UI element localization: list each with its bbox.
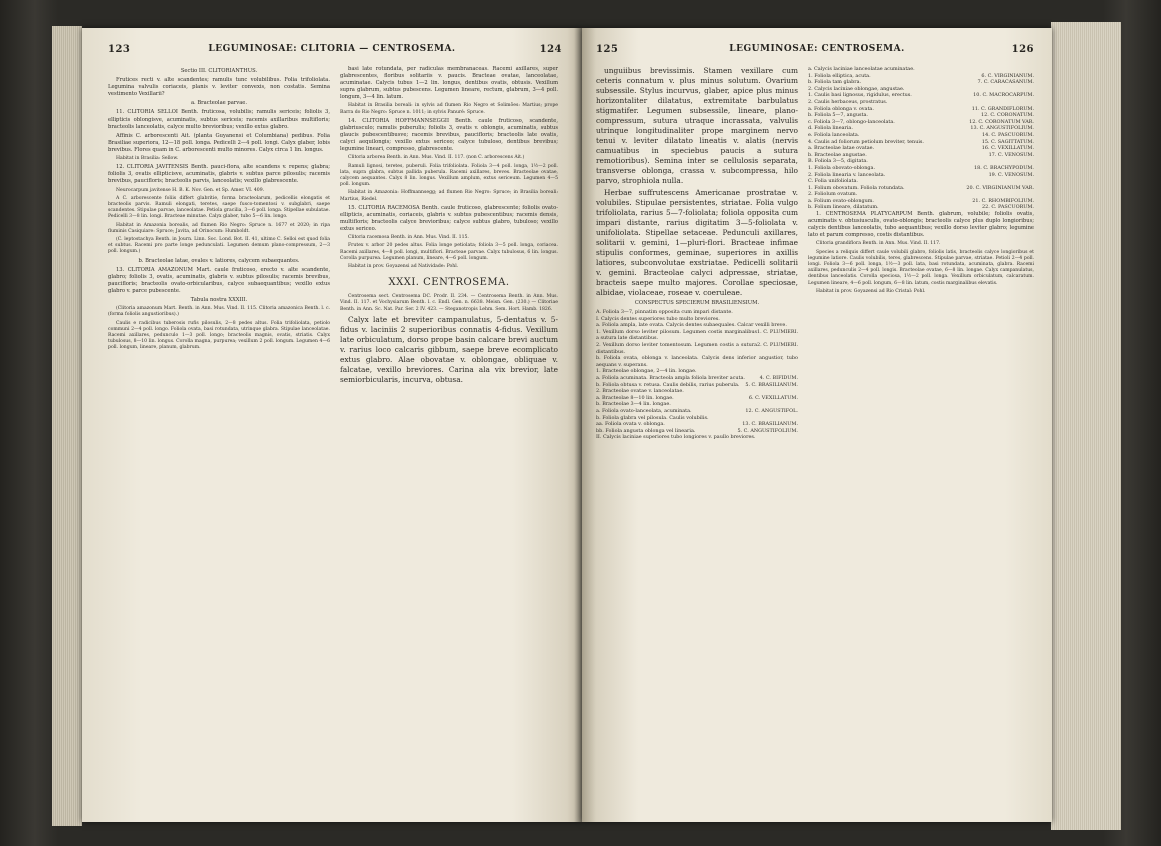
right-page-column-1 bbox=[596, 66, 798, 441]
key-row bbox=[596, 408, 798, 415]
text-paragraph: Frutices recti v. alte scandentes; ramulis tunc volubilibus. Folia trifoliolata. Legumina valvulis coriaceis, planis v. leviter convexis, non costatis. Semina vestimento Vexillarii? bbox=[108, 77, 330, 98]
key-species: 22. C. PASCUORUM. bbox=[982, 204, 1034, 211]
key-species: 1. C. PLUMIERI. bbox=[757, 328, 798, 335]
right-page bbox=[582, 28, 1052, 822]
key-row bbox=[808, 178, 1034, 185]
left-page-edges bbox=[52, 26, 82, 826]
text-paragraph: Habitat in prov. Goyazensi ad Rio Cristal: Pohl. bbox=[816, 288, 926, 294]
text-paragraph: 14. CLITORIA HOFFMANNSEGGII Benth. caule fruticoso, scandente, glabriusculo; ramulis puberulis; foliolis 3, ovatis v. oblongis, acuminatis, subtus glaucis pubescentibusve; racemis brevibus, paucifloris; bracteolis late ovatis, calyci aequilongis; vexillo extus sericeo; calyce tubuloso, dentibus brevibus; legumine lineari, compresso, glabrescente. bbox=[340, 117, 558, 153]
text-paragraph: Clitoria arborea Benth. in Ann. Mus. Vind. II. 117. (non C. arborescens Ait.) bbox=[348, 155, 525, 161]
left-page-column-2 bbox=[340, 66, 558, 387]
key-row bbox=[596, 428, 798, 435]
text-paragraph: Frutex v. arbor 20 pedes altus. Folia longe petiolata; foliola 3—5 poll. longa, coriacea. Racemi axillares, 4—8 poll. longi, multiflori. Bracteae parvae. Calyx tubulosus, 6 lin. longus. Corolla purpurea. Legumen planum, lineare, 4—6 poll. longum. bbox=[340, 243, 558, 261]
page-number-124: 124 bbox=[539, 44, 562, 55]
genus-heading: XXXI. CENTROSEMA. bbox=[388, 277, 510, 289]
species-key bbox=[808, 66, 1034, 211]
key-row bbox=[596, 329, 798, 342]
key-row bbox=[808, 139, 1034, 146]
key-row bbox=[596, 368, 798, 375]
key-label: b. Foliola obtusa v. retusa. Caulis debilis, rarius puberula. bbox=[596, 381, 740, 388]
left-page bbox=[82, 28, 582, 822]
key-label: 4. Caulis ad foliorum petiolum breviter, tenuis. bbox=[808, 138, 924, 145]
right-page-header bbox=[582, 42, 1052, 62]
text-paragraph: (Clitoria amazonum Mart. Benth. in Ann. Mus. Vind. II. 115. Clitoria amazonica Benth. l. c. (forma foliolis angustioribus).) bbox=[108, 306, 330, 318]
key-label: 1. Foliola obovato-oblonga. bbox=[808, 164, 875, 171]
right-page-column-2 bbox=[808, 66, 1034, 297]
key-row bbox=[808, 79, 1034, 86]
key-species: 21. C. RHOMBIFOLIUM. bbox=[972, 197, 1034, 204]
text-paragraph: Calyx late et breviter campanulatus, 5-dentatus v. 5-fidus v. laciniis 2 superioribus connatis 4-fidus. Vexillum late orbiculatum, dorso prope basin calcare brevi auctum v. rarius loco calcaris gibbum, saepe breve ecomplicato extus glabro. Alae obovatae v. oblongae, obliquae v. falcatae, vexillo breviores. Carina ala vix brevior, late semiorbicularis, incurva, obtusa. bbox=[340, 314, 558, 384]
key-row bbox=[596, 388, 798, 395]
key-row bbox=[596, 434, 798, 441]
key-species: 13. C. BRASILIANUM. bbox=[742, 421, 798, 428]
text-paragraph: Neurocarpum javitense H. B. K. Nov. Gen. et Sp. Amer. VI. 409. bbox=[116, 187, 265, 193]
key-label: d. Foliola linearia. bbox=[808, 125, 853, 132]
key-species: 12. C. CORONATUM. bbox=[981, 112, 1034, 119]
key-label: b. Bracteolae 3—4 lin. longae. bbox=[596, 401, 671, 408]
text-paragraph: Habitat in prov. Goyazensi ad Natividade: Pohl. bbox=[348, 263, 459, 269]
key-row bbox=[808, 112, 1034, 119]
key-row bbox=[808, 99, 1034, 106]
key-species: 19. C. VENOSUM. bbox=[988, 171, 1034, 178]
key-label: bb. Foliola angusta oblonga vel linearia. bbox=[596, 427, 696, 434]
key-label: aa. Foliola ovata v. oblonga. bbox=[596, 421, 665, 428]
key-label: 2. Calycis laciniae oblongae, angustae. bbox=[808, 85, 905, 92]
text-paragraph: 13. CLITORIA AMAZONUM Mart. caule fruticoso, erecto v. alte scandente, glabro; foliolis 3, ovatis, acuminatis, glabris v. subtus pilosulis; racemis brevibus, paucifloris; bracteolis ovato-orbicularibus, calyce subaequantibus; vexillo extus glabro v. parce pubescente. bbox=[108, 266, 330, 294]
key-species: 6. C. VIRGINIANUM. bbox=[981, 72, 1034, 79]
key-row bbox=[596, 382, 798, 389]
text-paragraph: Species a reliquis differt caule volubili glabro, foliolis latis, bracteolis calyce longioribus et legumine latiore. Caulis volubilis, teres, glabrescens. Stipulae parvae, striatae. Petioli 2—4 poll. longi. Foliola 3—6 poll. longa, 1½—3 poll. lata, basi rotundata, acuminata, glabra. Racemi axillares, pedunculis 2—4 poll. longis. Bracteolae ovatae, 6—8 lin. longae. Calyx campanulatus, dentibus lanceolatis. Corolla speciosa, 1½—2 poll. longa. Vexillum orbiculatum, calcaratum. Legumen lineare, 4—6 poll. longum, 6—8 lin. latum, costis marginalibus elevatis. bbox=[808, 249, 1034, 286]
key-species: 6. C. VEXILLATUM. bbox=[748, 394, 798, 401]
text-paragraph: (C. leptostachya Benth. in Journ. Linn. Soc. Lond. Bot. II. 41, ultimo C. Selloi est quod folia et subtus. Racemi pro parte longe pedunculati. Legumen demum plano-compressum, 2—3 poll. longum.) bbox=[108, 236, 330, 255]
key-row bbox=[808, 66, 1034, 73]
text-paragraph: 11. CLITORIA SELLOI Benth. fruticosa, volubilis; ramulis sericeis; foliolis 3, ellipticis oblongisve, acuminatis, subtus sericeis; racemis axillaribus multifloris; bracteolis lanceolatis, calyce multo brevioribus; vexillo extus glabro. bbox=[108, 109, 330, 130]
key-label: 1. Folium obovatum. Foliola rotundata. bbox=[808, 184, 905, 191]
section-caption: CONSPECTUS SPECIERUM BRASILIENSIUM. bbox=[634, 300, 760, 306]
key-label: B. Foliola 3—5, digitata. bbox=[808, 158, 868, 165]
key-species: 20. C. VIRGINIANUM VAR. bbox=[966, 184, 1034, 191]
key-row bbox=[596, 322, 798, 329]
key-species: 13. C. ANGUSTIFOLIUM. bbox=[970, 125, 1034, 132]
key-row bbox=[596, 375, 798, 382]
key-label: a. Calycis laciniae lanceolatae acuminatae. bbox=[808, 66, 915, 72]
key-species: 7. C. CARACASANUM. bbox=[977, 79, 1034, 86]
key-species: 18. C. BRACHYPODUM. bbox=[974, 164, 1034, 171]
text-paragraph: Habitat in Brasilia: Sellow. bbox=[116, 156, 179, 162]
text-paragraph: basi late rotundata, per radiculas membranaceas. Racemi axillares, super glabrescentes, floribus solitariis v. paucis. Bracteae ovatae, lanceolatae, acuminatae. Calycis tubus 1—2 lin. longus, dentibus ovatis, obtusis. Vexillum supra glabrum, subtus pubescens. Legumen lineare, rectum, glabrum, 3—4 poll. longum, 3—4 lin. latum. bbox=[340, 66, 558, 101]
key-row bbox=[808, 152, 1034, 159]
key-label: A. Foliola 3—7, pinnatim opposita cum impari distante. bbox=[596, 309, 733, 316]
key-label: 2. Caulis herbaceus, prostratus. bbox=[808, 98, 888, 105]
key-label: a. Folium ovato-oblongum. bbox=[808, 197, 874, 204]
key-row bbox=[596, 316, 798, 323]
running-title-right: LEGUMINOSAE: CENTROSEMA. bbox=[729, 44, 905, 54]
key-row bbox=[596, 395, 798, 402]
key-species: 16. C. VEXILLATUM. bbox=[981, 145, 1034, 152]
key-row bbox=[808, 145, 1034, 152]
key-species: 15. C. SAGITTATUM. bbox=[981, 138, 1034, 145]
key-row bbox=[808, 204, 1034, 211]
key-label: a. Bracteolae latae ovatae. bbox=[808, 145, 875, 152]
key-label: C. Folia unifoliolata. bbox=[808, 178, 858, 185]
key-label: II. Calycis laciniae superiores tubo longiores v. paullo breviores. bbox=[596, 434, 756, 441]
page-number-123: 123 bbox=[108, 44, 131, 55]
species-key bbox=[596, 309, 798, 441]
key-label: b. Foliola 5—7, angusta. bbox=[808, 112, 868, 119]
key-label: b. Foliola glabra vel pilosula. Caulis volubilis. bbox=[596, 414, 709, 421]
right-page-edges bbox=[1051, 22, 1121, 830]
page-number-125: 125 bbox=[596, 44, 619, 55]
key-row bbox=[808, 158, 1034, 165]
section-caption: a. Bracteolae parvae. bbox=[190, 100, 248, 107]
key-species: 11. C. GRANDIFLORUM. bbox=[971, 105, 1034, 112]
key-species: 5. C. BRASILIANUM. bbox=[745, 381, 798, 388]
key-row bbox=[808, 191, 1034, 198]
key-label: b. Foliola ovata, oblonga v. lanceolata. Calycis dens inferior angustior, tubo aequans v. superans. bbox=[596, 355, 798, 368]
key-label: b. Bracteolae angustae. bbox=[808, 151, 867, 158]
key-row bbox=[808, 73, 1034, 80]
text-paragraph: Caulis e radicibus tuberosis rufis pilosulis, 2—8 pedes altus. Folia trifoliolata, petiolo communi 2—4 poll. longo. Foliola ovata, basi rotundata, utrinque glabra. Stipulae lanceolatae. Racemi axillares, pedunculo 1—3 poll. longo; bracteolis magnis, ovatis, striatis. Calyx tubulosus, 8—10 lin. longus. Corolla magna, purpurea; vexillum 2 poll. longum. Legumen 4—6 poll. longum, lineare, planum, glabrum. bbox=[108, 320, 330, 351]
key-label: 2. Vexillum dorso leviter tomentosum. Legumen costis a sutura distantibus. bbox=[596, 342, 758, 355]
text-paragraph: Ramuli lignosi, teretes, puberuli. Folia trifoliolata. Foliola 3—4 poll. longa, 1½—2 poll. lata, supra glabra, subtus pallida puberula. Racemi axillares, breves. Bracteolae ovatae, calycem aequantes. Calyx 8 lin. longus. Vexillum amplum, extus sericeum. Legumen 4—5 poll. longum. bbox=[340, 163, 558, 188]
left-page-column-1 bbox=[108, 66, 330, 354]
page-number-126: 126 bbox=[1011, 44, 1034, 55]
text-paragraph: A C. arborescente foliis differt glabritie, forma bracteolarum, pedicellis elongatis et bracteolis parvis. Ramuli elongati, teretes, saepe fusco-tomentosi v. subglabri, saepe scandentes. Stipulae parvae, lanceolatae. Petiola gracilia, 3—6 poll. longa. Stipellae subulatae. Pedicelli 3—8 lin. longi. Bracteae minutae. Calyx glaber, tubo 5—6 lin. longo. bbox=[108, 195, 330, 220]
text-paragraph: Clitoria grandiflora Benth. in Ann. Mus. Vind. II. 117. bbox=[816, 241, 941, 247]
key-row bbox=[596, 415, 798, 422]
key-label: 1. Bracteolae oblongae, 2—4 lin. longae. bbox=[596, 368, 697, 375]
text-paragraph: Herbae suffrutescens Americanae prostratae v. volubiles. Stipulae persistentes, striatae. Folia vulgo trifoliolata, rarius 5—7-foliolata; foliola opposita cum impari distante, rarius digitatim 3—5-foliolata v. unifoliolata. Stipellae setaceae. Pedunculi axillares, solitarii v. gemini, 1—pluri-flori. Bracteae infimae stipulis conformes, geminae, superiores in axillis latiores, subconvolutae exstriatae. Pedicelli solitarii v. gemini. Bracteolae calyci adpressae, striatae, bracteis saepe multo majores. Corollae speciosae, albidae, violaceae, roseae v. coeruleae. bbox=[596, 188, 798, 297]
key-label: b. Foliola tam glabra. bbox=[808, 79, 862, 86]
key-row bbox=[808, 106, 1034, 113]
key-label: a. Foliola ampla, late ovata. Calycis dentes subaequales. Calcar vexilli breve. bbox=[596, 322, 787, 329]
key-row bbox=[808, 86, 1034, 93]
key-label: 2. Foliolum ovatum. bbox=[808, 191, 858, 198]
key-species: 5. C. ANGUSTIFOLIUM. bbox=[737, 427, 798, 434]
key-row bbox=[808, 119, 1034, 126]
key-row bbox=[808, 172, 1034, 179]
key-row bbox=[808, 198, 1034, 205]
key-label: 1. Vexillum dorso leviter pilosum. Legumen costis marginalibus a sutura late distantibus. bbox=[596, 328, 758, 342]
key-species: 2. C. PLUMIERI. bbox=[757, 342, 798, 349]
left-page-header bbox=[82, 42, 582, 62]
key-species: 10. C. MACROCARPUM. bbox=[973, 92, 1034, 99]
key-species: 14. C. PASCUORUM. bbox=[982, 131, 1034, 138]
text-paragraph: 1. CENTROSEMA PLATYCARPUM Benth. glabrum, volubile; foliolis ovatis, acuminatis v. obtusiusculis, ovato-oblongis; bracteolis calyce plus duplo longioribus; calycis dentibus lanceolatis, tubo aequantibus; vexillo dorso leviter glabro; legumine lato et parum compresso, costis distantibus. bbox=[808, 211, 1034, 239]
key-label: 2. Bracteolae ovatae v. lanceolatae. bbox=[596, 388, 684, 395]
key-row bbox=[808, 132, 1034, 139]
key-species: 12. C. ANGUSTIFOL. bbox=[745, 408, 798, 414]
text-paragraph: Affinis C. arborescenti Ait. (planta Guyanensi et Columbiana) pedibus. Folia Brasiliae superiora, 12—18 poll. longa. Pedicelli 2—4 poll. longi. Calyx glaber, lobis brevibus. Flores quam in C. arborescenti multo minores. Calyx circa 1 lin. longus. bbox=[108, 132, 330, 153]
key-row bbox=[808, 165, 1034, 172]
key-row bbox=[596, 309, 798, 316]
section-caption: Sectio III. CLITORIANTHUS. bbox=[180, 68, 258, 74]
key-row bbox=[596, 401, 798, 408]
section-caption: b. Bracteolae latae, ovales v. latiores, calycem subaequantes. bbox=[138, 257, 300, 264]
key-species: 17. C. VENOSUM. bbox=[988, 151, 1034, 158]
key-row bbox=[808, 125, 1034, 132]
key-row bbox=[808, 185, 1034, 192]
key-row bbox=[808, 92, 1034, 99]
key-label: 1. Foliola elliptica, acuta. bbox=[808, 72, 871, 79]
key-species: 4. C. BIFIDUM. bbox=[759, 375, 798, 382]
text-paragraph: 15. CLITORIA RACEMOSA Benth. caule fruticoso, glabrescente; foliolis ovato-ellipticis, acuminatis, coriaceis, glabris v. subtus pubescentibus; racemis densis, multifloris; bracteolis calyce brevioribus; calyce subtus glabro, tubuloso; vexillo extus sericeo. bbox=[340, 204, 558, 233]
section-caption: Tabula nostra XXXIII. bbox=[190, 297, 248, 304]
key-label: a. Foliola oblonga v. ovata. bbox=[808, 105, 874, 112]
key-label: 2. Foliola linearia v. lanceolata. bbox=[808, 171, 886, 178]
text-paragraph: Habitat in Brasilia boreali: in sylvis ad flumen Rio Negro et Solimões: Martius; prope Barra do Rio Negro: Spruce n. 1011; in sylvis Panuré: Spruce. bbox=[340, 103, 558, 115]
key-species: 12. C. CORONATUM VAR. bbox=[969, 118, 1034, 125]
running-title-left: LEGUMINOSAE: CLITORIA — CENTROSEMA. bbox=[208, 44, 456, 54]
key-label: a. Foliola ovato-lanceolata, acuminata. bbox=[596, 408, 692, 414]
text-paragraph: Habitat in Amazonia: Hoffmannsegg; ad flumen Rio Negro: Spruce; in Brasilia boreali: Martius, Riedel. bbox=[340, 190, 558, 202]
key-label: a. Foliola acuminata. Bracteola ampla foliola breviter acuta. bbox=[596, 375, 745, 382]
text-paragraph: 12. CLITORIA JAVITENSIS Benth. pauci-flora, alte scandens v. repens; glabra; foliolis 3, ovatis ellipticisve, acuminatis, glabris v. subtus parce pilosulis; racemis brevibus, paucifloris; bracteolis parvis, lanceolatis; vexillo glabrescente. bbox=[108, 164, 330, 185]
key-row bbox=[596, 421, 798, 428]
key-row bbox=[596, 355, 798, 368]
key-label: c. Foliola 3—7, oblongo-lanceolata. bbox=[808, 118, 895, 125]
key-label: I. Calycis dentes superiores tubo multo breviores. bbox=[596, 315, 720, 322]
key-label: a. Bracteolae 8—10 lin. longae. bbox=[596, 394, 674, 401]
key-label: b. Folium lineare, dilatatum. bbox=[808, 204, 879, 211]
key-label: 1. Caulis basi lignosus, rigidulus, erectus. bbox=[808, 92, 912, 99]
text-paragraph: Habitat in Amazonia borealis, ad flumen Rio Negro: Spruce n. 1677 et 2020; in ripa fluminis Casiquiare: Spruce; Javita, ad Orinocum: Humboldt. bbox=[108, 222, 330, 234]
text-paragraph: Centrosema sect. Centrosema DC. Prodr. II. 234. — Centrosema Benth. in Ann. Mus. Vind. II. 117. et Vochysiarum Benth. l. c. Endl. Gen. n. 6638. Meisn. Gen. (230.) — Clitoriae Benth. in Ann. Sc. Nat. Par. Ser. 2 IV. 423. — Steganotropis Lehm. Sem. Hort. Hamb. 1826. bbox=[340, 294, 558, 312]
text-paragraph: unguiibus brevissimis. Stamen vexillare cum ceteris connatum v. plus minus solutum. Ovarium subsessile. Stylus incurvus, glaber, apice plus minus horizontaliter dilatatus, extremitate barbulatus stigmatifer. Legumen subsessile, lineare, plano-compressum, sutura utraque incrassata, valvulis utrinque longitudinaliter prope marginem nervo tenui v. leviter dilatato lineatis v. alatis (nervis camuatibus in speciebus paucis a sutura remotioribus). Semina inter se cellulosis separata, transverse oblonga, crassa v. subcompressa, hilo parvo, strophiola nulla. bbox=[596, 66, 798, 185]
key-row bbox=[596, 342, 798, 355]
text-paragraph: Clitoria racemosa Benth. in Ann. Mus. Vind. II. 115. bbox=[348, 235, 469, 241]
key-label: e. Foliola lanceolata. bbox=[808, 131, 860, 138]
